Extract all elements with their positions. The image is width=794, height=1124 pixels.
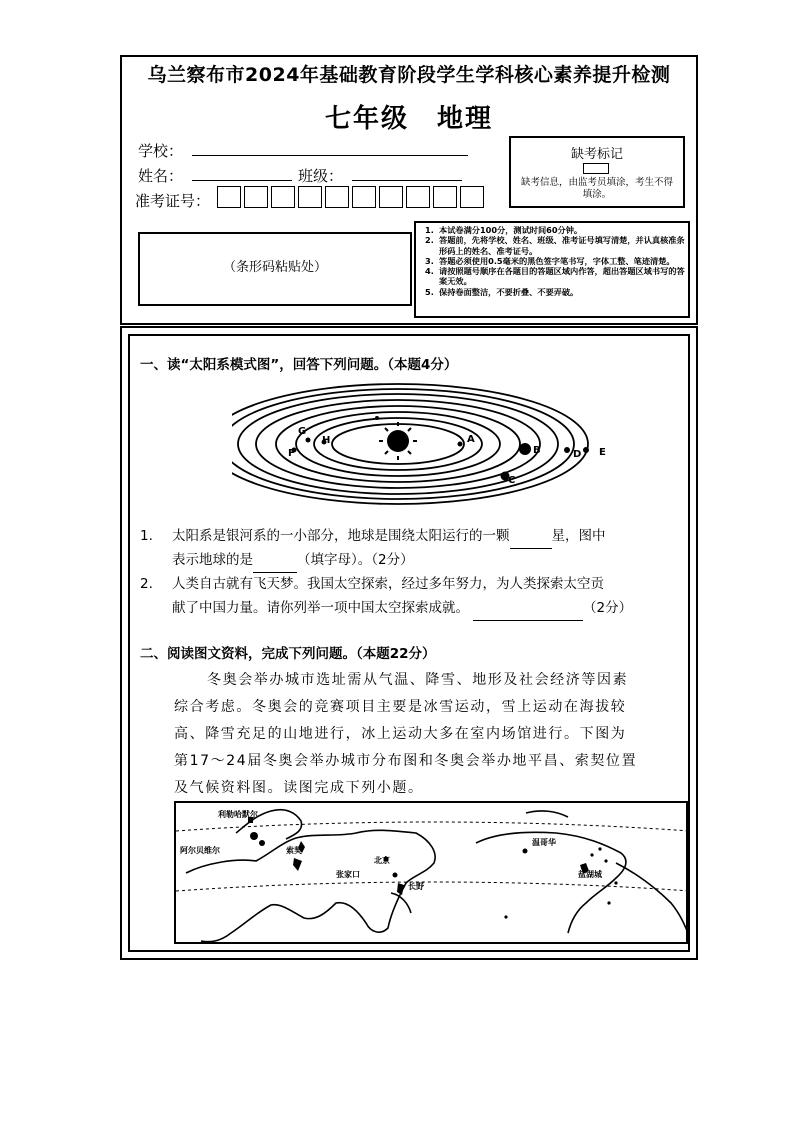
section2-paragraph-line: 及气候资料图。读图完成下列小题。 — [174, 780, 424, 796]
section2-paragraph-line: 冬奥会举办城市选址需从气温、降雪、地形及社会经济等因素 — [207, 672, 629, 688]
name-field[interactable] — [192, 180, 292, 181]
notice-item: 1. 本试卷满分100分，测试时间60分钟。 — [425, 225, 583, 235]
section1-title: 一、读“太阳系模式图”，回答下列问题。（本题4分） — [140, 357, 458, 373]
school-label: 学校： — [138, 142, 184, 160]
winter-olympics-map — [174, 801, 688, 944]
q2-line1: 人类自古就有飞天梦。我国太空探索，经过多年努力，为人类探索太空贡 — [172, 576, 604, 592]
map-label-nagano: 长野 — [408, 882, 424, 891]
id-digit-box[interactable] — [352, 186, 376, 208]
notice-item: 4. 请按照题号顺序在各题目的答题区域内作答，超出答题区域书写的答案无效。 — [425, 266, 685, 287]
id-digit-box[interactable] — [244, 186, 268, 208]
id-digit-box[interactable] — [406, 186, 430, 208]
id-digit-box[interactable] — [271, 186, 295, 208]
section2-paragraph-line: 综合考虑。冬奥会的竞赛项目主要是冰雪运动，雪上运动在海拔较 — [174, 699, 627, 715]
subject-title: 七年级 地理 — [324, 104, 493, 134]
map-label-salt-lake: 盐湖城 — [578, 870, 602, 879]
barcode-label: （条形码粘贴处） — [222, 260, 327, 275]
section2-paragraph-line: 高、降雪充足的山地进行，冰上运动大多在室内场馆进行。下图为 — [174, 726, 627, 742]
map-label-beijing-bei: 北京 — [374, 856, 390, 865]
q1-blank-2[interactable] — [253, 548, 297, 573]
planet-label-b: B — [533, 445, 541, 456]
id-label: 准考证号： — [135, 192, 211, 210]
absent-note: 缺考信息，由监考员填涂，考生不得填涂。 — [520, 177, 673, 200]
notice-item: 5. 保持卷面整洁，不要折叠、不要弄破。 — [425, 286, 579, 297]
notice-item: 3. 答题必须使用0.5毫米的黑色签字笔书写，字体工整、笔迹清楚。 — [425, 255, 675, 266]
class-label: 班级： — [298, 167, 344, 185]
planet-label-c: C — [508, 475, 516, 486]
q1-text-d: （填字母）。（2分） — [297, 552, 414, 568]
q2-text-c: （2分） — [583, 600, 633, 616]
section2-paragraph-line: 第17～24届冬奥会举办城市分布图和冬奥会举办地平昌、索契位置 — [174, 753, 638, 769]
planet-label-a: A — [467, 434, 475, 445]
q1-text-a: 太阳系是银河系的一小部分，地球是围绕太阳运行的一颗 — [172, 528, 510, 544]
world-map-outline — [176, 803, 688, 944]
q2-line2 — [172, 596, 682, 621]
absent-title: 缺考标记 — [570, 147, 623, 162]
map-label-sochi: 索契 — [286, 846, 302, 855]
map-label-zhangjiakou: 张家口 — [336, 870, 360, 879]
id-digit-box[interactable] — [217, 186, 241, 208]
notice-item: 2. 答题前，先将学校、姓名、班级、准考证号填写清楚，并认真核准条形码上的姓名、准考证号。 — [425, 235, 685, 256]
planet-label-f: F — [288, 448, 295, 459]
school-field[interactable] — [192, 155, 468, 156]
q2-text-b: 献了中国力量。请你列举一项中国太空探索成就。 — [172, 600, 469, 616]
q2-number: 2. — [140, 576, 153, 592]
name-label: 姓名： — [138, 167, 184, 185]
absent-mark-checkbox[interactable] — [583, 163, 609, 174]
planet-label-d: D — [573, 449, 582, 460]
id-number-boxes — [217, 186, 484, 208]
exam-title: 乌兰察布市2024年基础教育阶段学生学科核心素养提升检测 — [147, 64, 671, 86]
class-field[interactable] — [352, 180, 462, 181]
q2-blank[interactable] — [473, 596, 583, 621]
q1-line1 — [172, 524, 682, 549]
q1-number: 1. — [140, 528, 153, 544]
section2-title: 二、阅读图文资料，完成下列问题。（本题22分） — [140, 646, 436, 662]
map-label-albertville: 阿尔贝维尔 — [180, 846, 220, 855]
q1-text-c: 表示地球的是 — [172, 552, 253, 568]
id-digit-box[interactable] — [325, 186, 349, 208]
map-label-lillehammer: 利勒哈默尔 — [218, 810, 258, 819]
id-digit-box[interactable] — [433, 186, 457, 208]
map-label-vancouver: 温哥华 — [532, 838, 556, 847]
planet-label-e: E — [599, 447, 606, 458]
id-digit-box[interactable] — [298, 186, 322, 208]
solar-system-diagram — [232, 382, 622, 506]
id-digit-box[interactable] — [460, 186, 484, 208]
id-digit-box[interactable] — [379, 186, 403, 208]
q1-blank-1[interactable] — [510, 524, 552, 549]
planet-label-g: G — [298, 426, 307, 437]
planet-label-h: H — [322, 435, 331, 446]
q1-line2 — [172, 548, 682, 573]
notice-list — [425, 225, 687, 297]
sun-icon — [379, 422, 417, 460]
q1-text-b: 星，图中 — [551, 528, 606, 544]
